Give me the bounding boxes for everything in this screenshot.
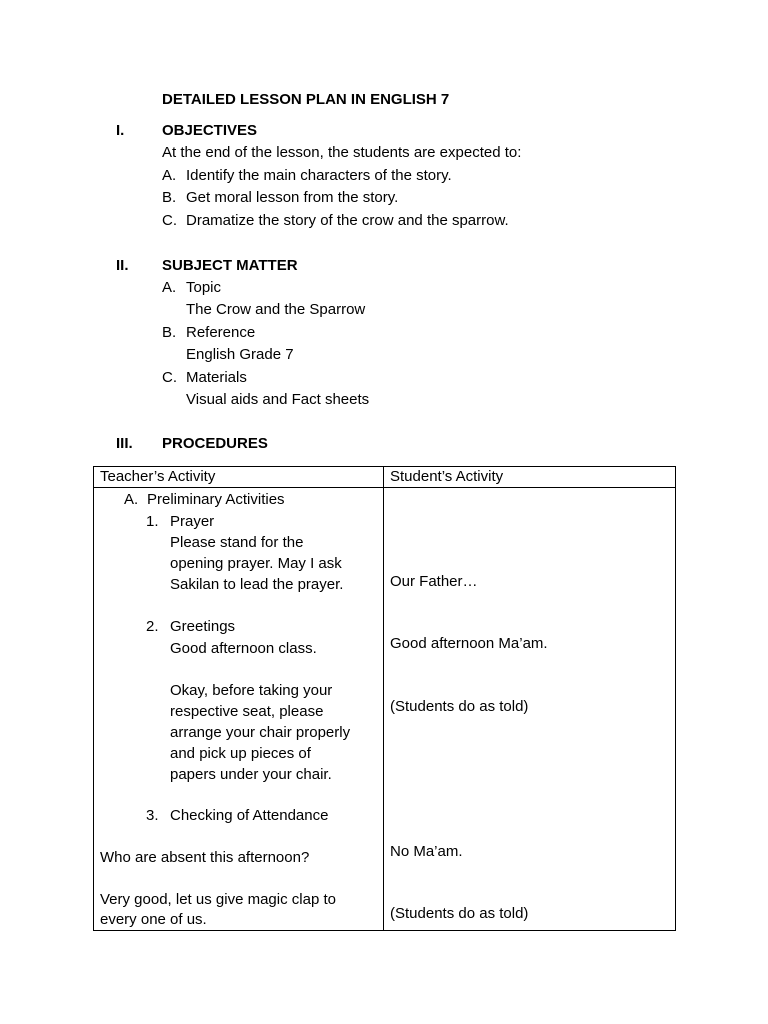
objective-letter: B. [162, 189, 177, 206]
objective-letter: C. [162, 212, 177, 229]
teacher-activity-cell [94, 488, 384, 931]
table-row [94, 488, 676, 931]
instruction-line: papers under your chair. [170, 766, 332, 783]
objective-letter: A. [162, 167, 177, 184]
subject-label: Reference [186, 324, 256, 341]
objectives-heading: OBJECTIVES [162, 122, 258, 139]
document-title: DETAILED LESSON PLAN IN ENGLISH 7 [162, 91, 450, 108]
objective-text: Identify the main characters of the story. [186, 167, 452, 184]
section-title: Preliminary Activities [147, 491, 285, 508]
instruction-line: Okay, before taking your [170, 682, 333, 699]
prayer-line: Please stand for the [170, 534, 304, 551]
absent-question: Who are absent this afternoon? [100, 849, 310, 866]
header-cell [384, 467, 676, 488]
subject-value: Visual aids and Fact sheets [186, 391, 370, 408]
procedures-heading: PROCEDURES [162, 435, 268, 452]
teacher-activity-header: Teacher’s Activity [100, 468, 216, 485]
student-response: (Students do as told) [390, 905, 529, 922]
subject-value: English Grade 7 [186, 346, 294, 363]
subject-label: Materials [186, 369, 247, 386]
subject-letter: B. [162, 324, 177, 341]
subject-letter: A. [162, 279, 177, 296]
subject-matter-numeral: II. [116, 257, 129, 274]
closing-line: Very good, let us give magic clap to [100, 891, 336, 908]
prayer-line: Sakilan to lead the prayer. [170, 576, 344, 593]
subject-letter: C. [162, 369, 177, 386]
objectives-intro: At the end of the lesson, the students are expected to: [162, 144, 522, 161]
instruction-line: arrange your chair properly [170, 724, 351, 741]
header-cell [94, 467, 384, 488]
section-letter: A. [124, 491, 139, 508]
instruction-line: respective seat, please [170, 703, 324, 720]
greeting-line: Good afternoon class. [170, 640, 317, 657]
step-number: 2. [146, 618, 159, 635]
step-title: Checking of Attendance [170, 807, 329, 824]
step-title: Greetings [170, 618, 236, 635]
subject-value: The Crow and the Sparrow [186, 301, 366, 318]
step-number: 1. [146, 513, 159, 530]
table-header-row [94, 467, 676, 488]
procedures-table [93, 466, 676, 931]
student-response: No Ma’am. [390, 843, 463, 860]
prayer-line: opening prayer. May I ask [170, 555, 342, 572]
student-activity-cell [384, 488, 676, 931]
step-title: Prayer [170, 513, 215, 530]
objective-text: Get moral lesson from the story. [186, 189, 399, 206]
closing-line: every one of us. [100, 911, 207, 928]
subject-matter-heading: SUBJECT MATTER [162, 257, 298, 274]
student-response: (Students do as told) [390, 698, 529, 715]
subject-label: Topic [186, 279, 222, 296]
instruction-line: and pick up pieces of [170, 745, 311, 762]
objectives-numeral: I. [116, 122, 125, 139]
objective-text: Dramatize the story of the crow and the sparrow. [186, 212, 509, 229]
step-number: 3. [146, 807, 159, 824]
student-response: Good afternoon Ma’am. [390, 635, 548, 652]
student-activity-header: Student’s Activity [390, 468, 504, 485]
procedures-numeral: III. [116, 435, 133, 452]
student-response: Our Father… [390, 573, 478, 590]
